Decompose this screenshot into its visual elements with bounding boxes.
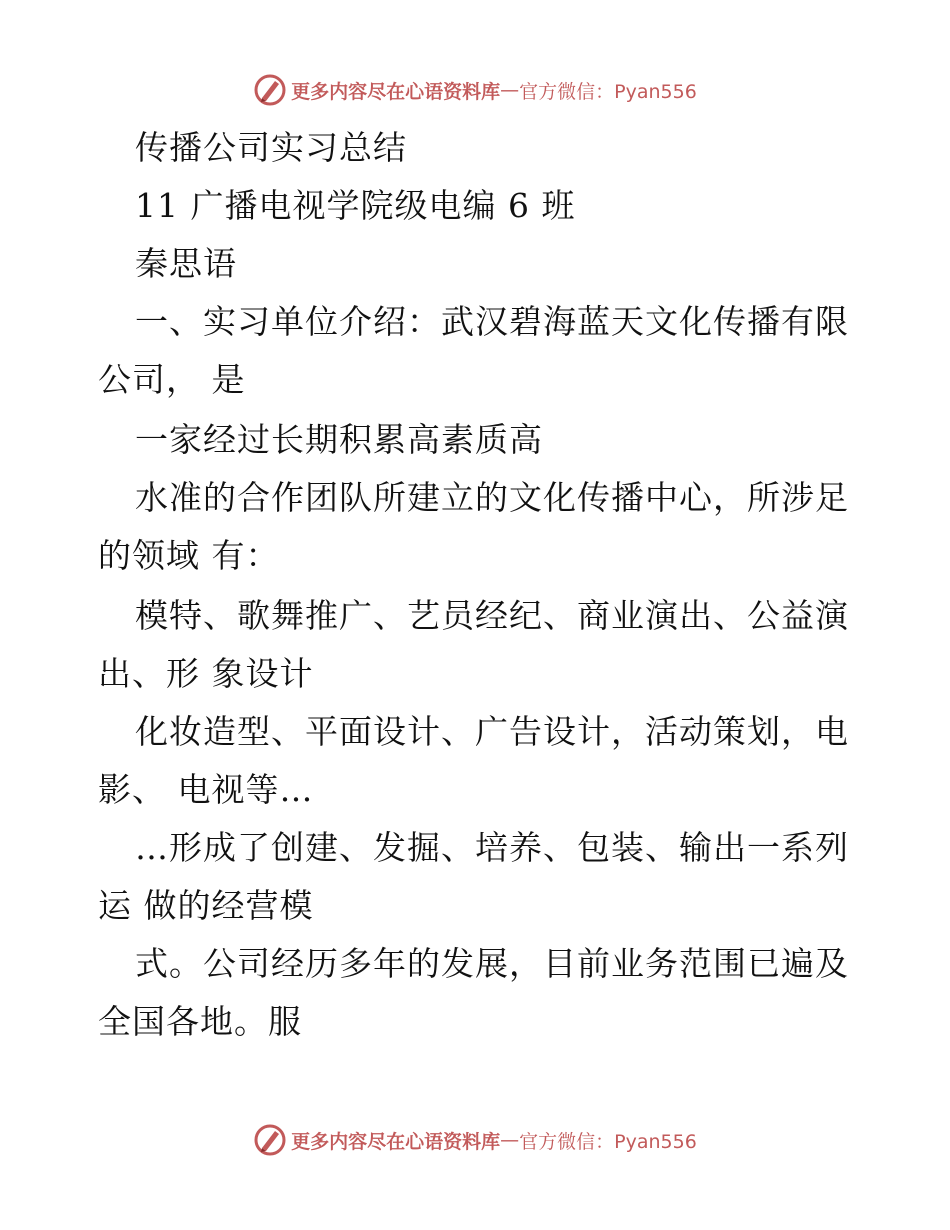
author-line: 秦思语 <box>135 244 237 283</box>
paragraph-line: 出、形 象设计 <box>98 654 314 693</box>
paragraph-line: 一、实习单位介绍：武汉碧海蓝天文化传播有限 <box>135 302 849 341</box>
header-banner-separator: — <box>500 79 520 101</box>
document-title: 传播公司实习总结 <box>135 128 407 167</box>
footer-banner-text: 更多内容尽在心语资料库 <box>291 1130 501 1153</box>
header-banner <box>0 72 950 108</box>
paragraph-line: 式。公司经历多年的发展，目前业务范围已遍及 <box>135 944 849 983</box>
paragraph-line: 一家经过长期积累高素质高 <box>135 420 543 459</box>
paragraph-line: …形成了创建、发掘、培养、包装、输出一系列 <box>135 828 849 867</box>
paragraph-line: 全国各地。服 <box>98 1002 302 1041</box>
class-line: 11 广播电视学院级电编 6 班 <box>135 186 576 225</box>
paragraph-line: 影、 电视等… <box>98 770 314 809</box>
paragraph-line: 水准的合作团队所建立的文化传播中心，所涉足 <box>135 478 849 517</box>
paragraph-line: 化妆造型、平面设计、广告设计，活动策划，电 <box>135 712 849 751</box>
header-banner-text: 更多内容尽在心语资料库 <box>291 80 501 103</box>
footer-banner <box>0 1122 950 1158</box>
paragraph-line: 运 做的经营模 <box>98 886 314 925</box>
footer-banner-separator: — <box>500 1129 520 1151</box>
header-banner-wechat: 官方微信：Pyan556 <box>519 80 697 103</box>
red-pen-logo-icon <box>253 73 287 107</box>
footer-banner-wechat: 官方微信：Pyan556 <box>519 1130 697 1153</box>
paragraph-line: 公司， 是 <box>98 360 246 399</box>
red-pen-logo-icon <box>253 1123 287 1157</box>
paragraph-line: 模特、歌舞推广、艺员经纪、商业演出、公益演 <box>135 596 849 635</box>
paragraph-line: 的领域 有： <box>98 536 280 575</box>
